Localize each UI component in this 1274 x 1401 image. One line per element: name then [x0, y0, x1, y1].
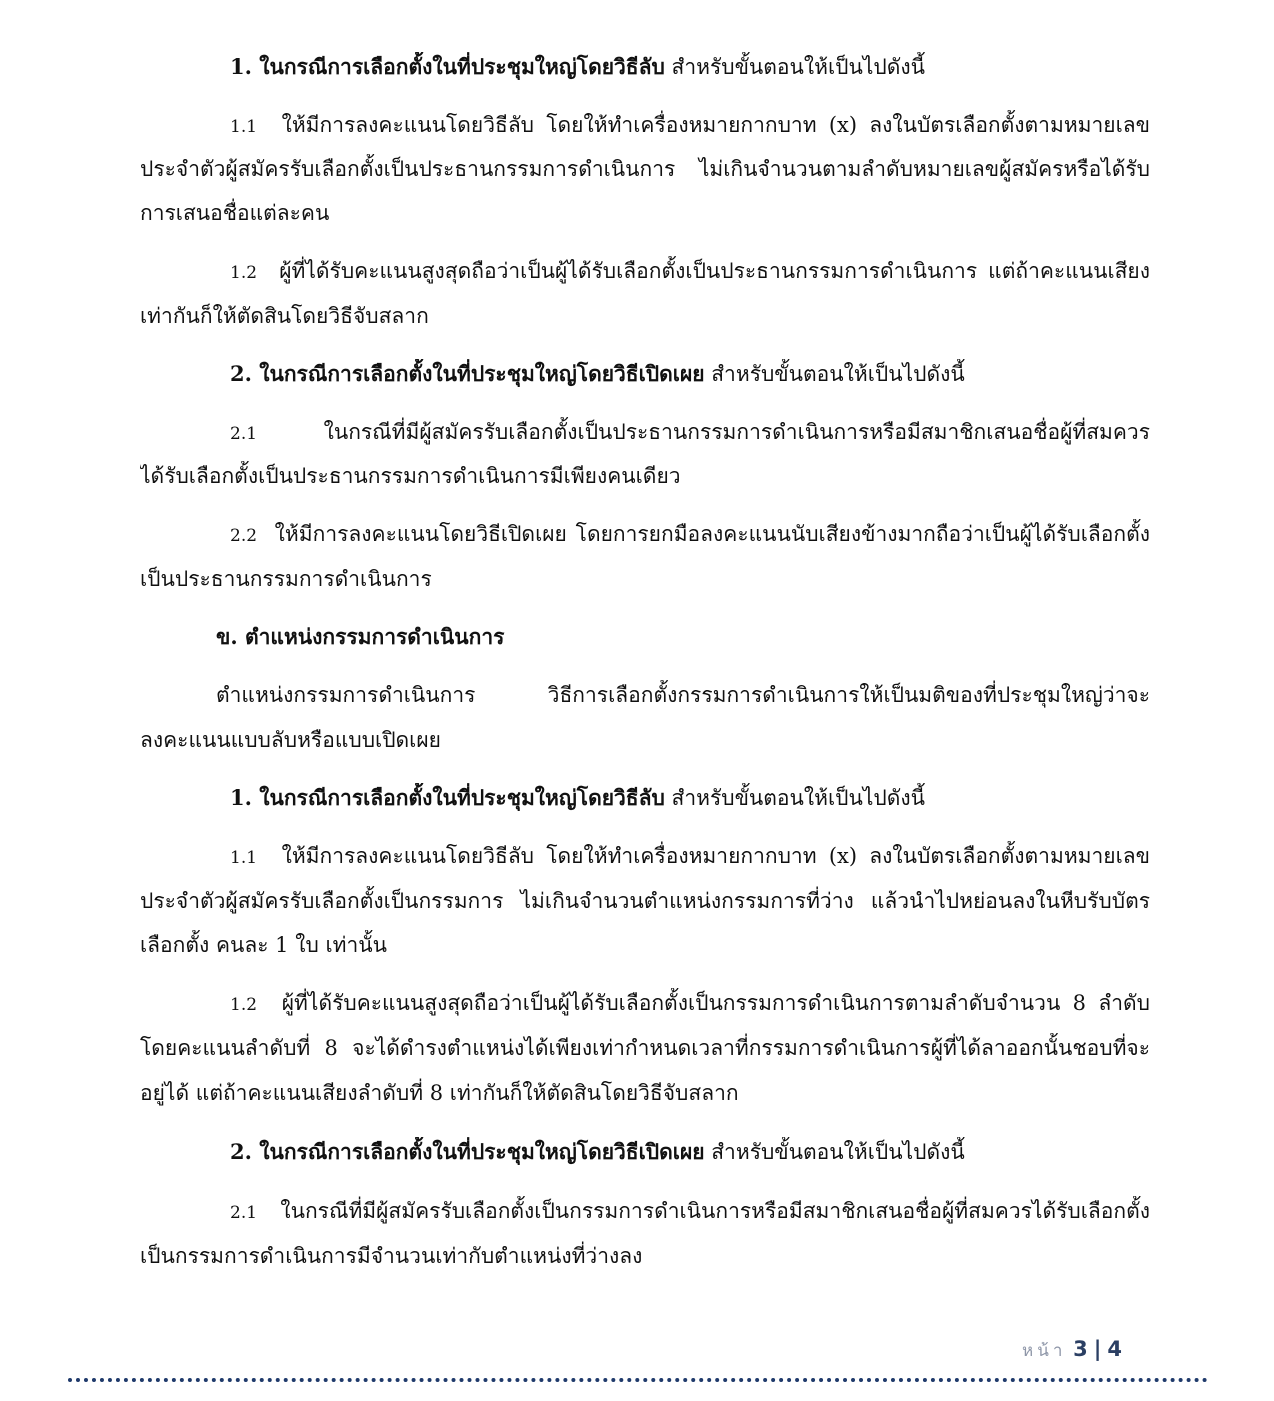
heading-secret-ballot-committee [230, 783, 1150, 813]
paragraph-b-1-1-line-3: เลือกตั้ง คนละ 1 ใบ เท่านั้น [140, 933, 387, 957]
page-separator: | [1093, 1337, 1102, 1361]
text: ผู้ที่ได้รับคะแนนสูงสุดถือว่าเป็นผู้ได้รับเลือกตั้งเป็นประธานกรรมการดำเนินการ แต่ถ้าคะแนนเสียง [279, 259, 1150, 283]
text: ให้มีการลงคะแนนโดยวิธีเปิดเผย โดยการยกมือลงคะแนนนับเสียงข้างมากถือว่าเป็นผู้ได้รับเลือกตั้ง [274, 522, 1150, 546]
paragraph-b-1-2-line-2: โดยคะแนนลำดับที่ 8 จะได้ดำรงตำแหน่งได้เพียงเท่ากำหนดเวลาที่กรรมการดำเนินการผู้ที่ได้ลาออกนั้นชอบที่จะ [140, 1036, 1150, 1060]
item-number: 2.2 [230, 526, 258, 546]
paragraph-1-2-line-2: เท่ากันก็ให้ตัดสินโดยวิธีจับสลาก [140, 304, 429, 328]
heading-rest: สำหรับขั้นตอนให้เป็นไปดังนี้ [664, 786, 925, 810]
heading-bold: 2. ในกรณีการเลือกตั้งในที่ประชุมใหญ่โดยวิธีเปิดเผย [230, 361, 705, 386]
paragraph-1-1-line-1 [230, 110, 1150, 142]
paragraph-b-1-1-line-2: ประจำตัวผู้สมัครรับเลือกตั้งเป็นกรรมการ ไม่เกินจำนวนตำแหน่งกรรมการที่ว่าง แล้วนำไปหย่อนลงในหีบรับบัตร [140, 889, 1150, 913]
paragraph-b-1-2-line-3: อยู่ได้ แต่ถ้าคะแนนเสียงลำดับที่ 8 เท่ากันก็ให้ตัดสินโดยวิธีจับสลาก [140, 1081, 739, 1105]
text: ให้มีการลงคะแนนโดยวิธีลับ โดยให้ทำเครื่องหมายกากบาท (x) ลงในบัตรเลือกตั้งตามหมายเลข [281, 844, 1150, 868]
paragraph-b-2-1-line-2: เป็นกรรมการดำเนินการมีจำนวนเท่ากับตำแหน่งที่ว่างลง [140, 1244, 643, 1268]
heading-bold: 1. ในกรณีการเลือกตั้งในที่ประชุมใหญ่โดยวิธีลับ [230, 54, 665, 79]
paragraph-1-1-line-3: การเสนอชื่อแต่ละคน [140, 201, 330, 225]
item-number: 2.1 [230, 1203, 258, 1223]
page-number [1022, 1334, 1122, 1366]
text: ผู้ที่ได้รับคะแนนสูงสุดถือว่าเป็นผู้ได้รับเลือกตั้งเป็นกรรมการดำเนินการตามลำดับจำนวน 8 ลำดับ [281, 991, 1150, 1015]
item-number: 1.1 [230, 848, 258, 868]
text: ในกรณีที่มีผู้สมัครรับเลือกตั้งเป็นกรรมการดำเนินการหรือมีสมาชิกเสนอชื่อผู้ที่สมควรได้รับเลือกตั้ง [280, 1199, 1150, 1223]
paragraph-1-2-line-1 [230, 256, 1150, 288]
heading-rest: สำหรับขั้นตอนให้เป็นไปดังนี้ [704, 362, 965, 386]
heading-secret-ballot-chair [230, 52, 1150, 82]
paragraph-1-1-line-2: ประจำตัวผู้สมัครรับเลือกตั้งเป็นประธานกรรมการดำเนินการ ไม่เกินจำนวนตามลำดับหมายเลขผู้สมัครหรือได้รับ [140, 157, 1150, 181]
item-number: 1.1 [230, 117, 258, 137]
paragraph-b-1-2-line-1 [230, 988, 1150, 1020]
paragraph-2-1-line-1 [230, 417, 1150, 449]
item-number: 2.1 [230, 424, 258, 444]
paragraph-b-1-1-line-1 [230, 841, 1150, 873]
total-pages: 4 [1107, 1337, 1122, 1361]
page-label: หน้า [1022, 1341, 1067, 1361]
heading-open-ballot-chair [230, 359, 1150, 389]
heading-rest: สำหรับขั้นตอนให้เป็นไปดังนี้ [664, 55, 925, 79]
footer-dotted-rule [68, 1378, 1208, 1382]
heading-bold: 2. ในกรณีการเลือกตั้งในที่ประชุมใหญ่โดยวิธีเปิดเผย [230, 1139, 705, 1164]
item-number: 1.2 [230, 995, 258, 1015]
paragraph-2-2-line-1 [230, 519, 1150, 551]
text: ให้มีการลงคะแนนโดยวิธีลับ โดยให้ทำเครื่องหมายกากบาท (x) ลงในบัตรเลือกตั้งตามหมายเลข [281, 113, 1150, 137]
heading-open-ballot-committee [230, 1137, 1150, 1167]
section-b-title: ข. ตำแหน่งกรรมการดำเนินการ [216, 624, 505, 649]
current-page: 3 [1073, 1337, 1088, 1361]
item-number: 1.2 [230, 263, 258, 283]
heading-rest: สำหรับขั้นตอนให้เป็นไปดังนี้ [704, 1140, 965, 1164]
paragraph-2-1-line-2: ได้รับเลือกตั้งเป็นประธานกรรมการดำเนินการมีเพียงคนเดียว [140, 464, 681, 488]
paragraph-2-2-line-2: เป็นประธานกรรมการดำเนินการ [140, 567, 432, 591]
paragraph-b-2-1-line-1 [230, 1196, 1150, 1228]
section-b-intro-line-1: ตำแหน่งกรรมการดำเนินการ วิธีการเลือกตั้งกรรมการดำเนินการให้เป็นมติของที่ประชุมใหญ่ว่าจะ [216, 683, 1150, 707]
section-b-intro-line-2: ลงคะแนนแบบลับหรือแบบเปิดเผย [140, 728, 441, 752]
heading-bold: 1. ในกรณีการเลือกตั้งในที่ประชุมใหญ่โดยวิธีลับ [230, 785, 665, 810]
text: ในกรณีที่มีผู้สมัครรับเลือกตั้งเป็นประธานกรรมการดำเนินการหรือมีสมาชิกเสนอชื่อผู้ที่สมควร [323, 420, 1150, 444]
